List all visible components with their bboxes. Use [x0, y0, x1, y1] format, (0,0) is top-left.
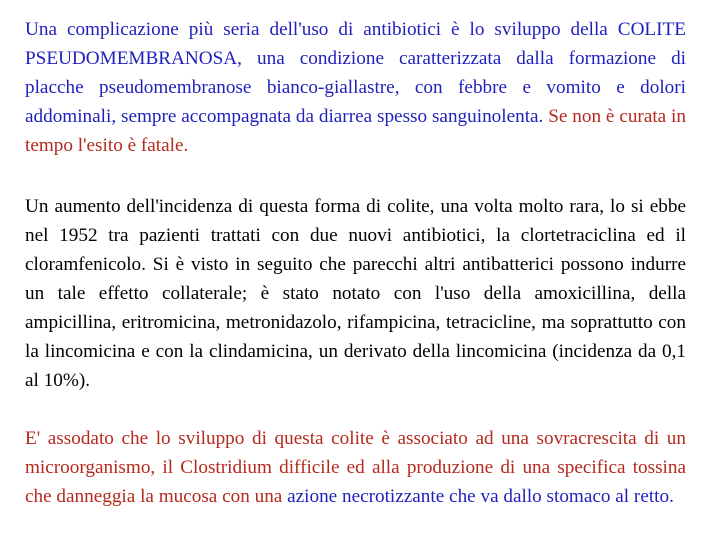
paragraph-colite-description	[25, 15, 686, 160]
paragraph-incidence	[25, 192, 686, 395]
necrotizing-action-text: azione necrotizzante che va dallo stomaco al retto.	[287, 486, 674, 507]
fatal-outcome-text: Se non è curata in tempo l'esito è fatale.	[25, 106, 686, 156]
incidence-text: Un aumento dell'incidenza di questa forma di colite, una volta molto rara, lo si ebbe nel 1952 tra pazienti trattati con due nuovi antibiotici, la clortetraciclina ed il cloramfenicolo. Si è visto in seguito che parecchi altri antibatterici possono indurre un tale effetto collaterale; è stato notato con l'uso della amoxicillina, della ampicillina, eritromicina, metronidazolo, rifampicina, tetracicline, ma soprattutto con la lincomicina e con la clindamicina, un derivato della lincomicina (incidenza da 0,1 al 10%).	[25, 196, 686, 391]
paragraph-clostridium	[25, 424, 686, 511]
colite-description-text: Una complicazione più seria dell'uso di antibiotici è lo sviluppo della COLITE PSEUDOMEMBRANOSA, una condizione caratterizzata dalla formazione di placche pseudomembranose bianco-giallastre, con febbre e vomito e dolori addominali, sempre accompagnata da diarrea spesso sanguinolenta.	[25, 19, 686, 127]
clostridium-text: E' assodato che lo sviluppo di questa colite è associato ad una sovracrescita di un microorganismo, il Clostridium difficile ed alla produzione di una specifica tossina che danneggia la mucosa con una	[25, 428, 686, 507]
